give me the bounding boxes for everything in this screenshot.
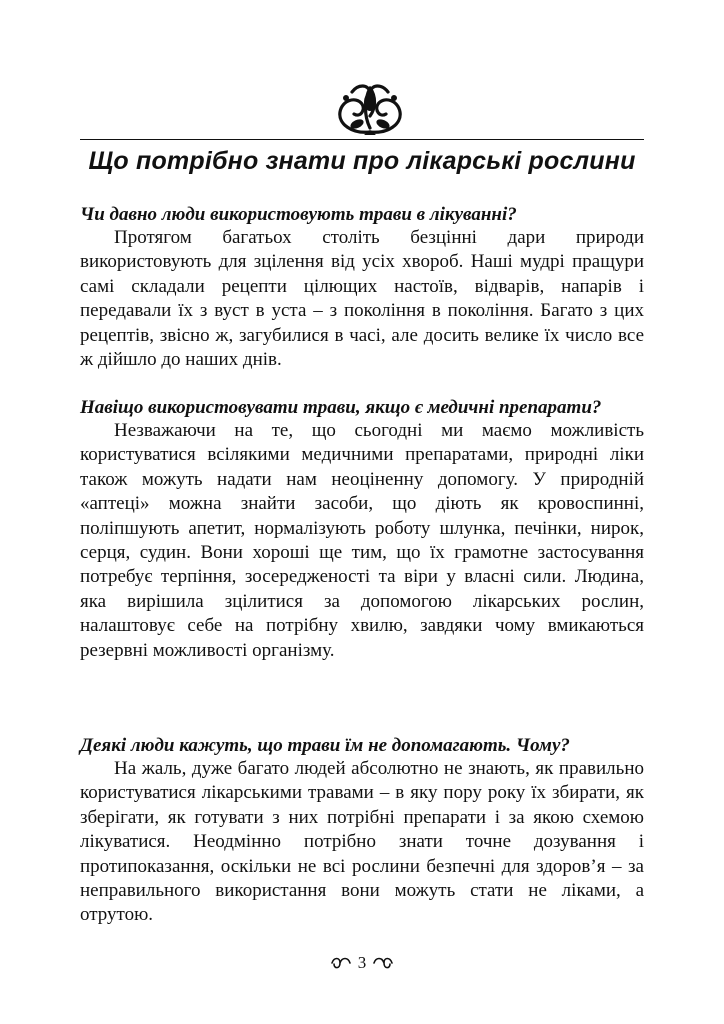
- book-page: [80, 0, 644, 1024]
- qa-section: [80, 396, 644, 663]
- section-answer: Протягом багатьох століть безцінні дари природи використовують для зцілення від усіх хвороб. Наші мудрі пращури самі складали рецепти цілющих настоїв, відварів, напарів і передавали їх з вуст в уста – з покоління в покоління. Багато з цих рецептів, звісно ж, загубилися в часі, але досить велике їх число все ж дійшло до наших днів.: [80, 227, 644, 371]
- section-answer: На жаль, дуже багато людей абсолютно не знають, як правильно користуватися лікарськими травами – в яку пору року їх збирати, як зберігати, як готувати з них потрібні препарати і за якою схемою лікуватися. Неодмінно потрібно знати точне дозування і протипоказання, оскільки не всі рослини безпечні для здоров’я – за неправильного використання вони можуть стати не ліками, а отрутою.: [80, 758, 644, 926]
- qa-section: [80, 203, 644, 372]
- section-question: Навіщо використовувати трави, якщо є медичні препарати?: [80, 397, 602, 418]
- section-question: Чи давно люди використовують трави в лікуванні?: [80, 204, 517, 225]
- section-question: Деякі люди кажуть, що трави їм не допомагають. Чому?: [80, 735, 570, 756]
- qa-section: [80, 734, 644, 928]
- right-flourish-icon: [372, 956, 394, 970]
- title-divider: [80, 139, 644, 140]
- section-answer: Незважаючи на те, що сьогодні ми маємо можливість користуватися всілякими медичними препаратами, природні ліки також можуть надати нам неоціненну допомогу. У природній «аптеці» можна знайти засоби, що діють як кровоспинні, поліпшують апетит, нормалізують роботу шлунка, печінки, нирок, серця, судин. Вони хороші ще тим, що їх грамотне застосування потребує терпіння, зосередженості та віри у власні сили. Людина, яка вирішила зцілитися за допомогою лікарських рослин, налаштовує себе на потрібну хвилю, завдяки чому вмикаються резервні можливості організму.: [80, 420, 644, 661]
- page-footer: [80, 951, 644, 974]
- floral-ornament-icon: [330, 80, 410, 138]
- left-flourish-icon: [330, 956, 352, 970]
- page-title: Що потрібно знати про лікарські рослини: [88, 147, 636, 175]
- page-number: 3: [357, 953, 367, 973]
